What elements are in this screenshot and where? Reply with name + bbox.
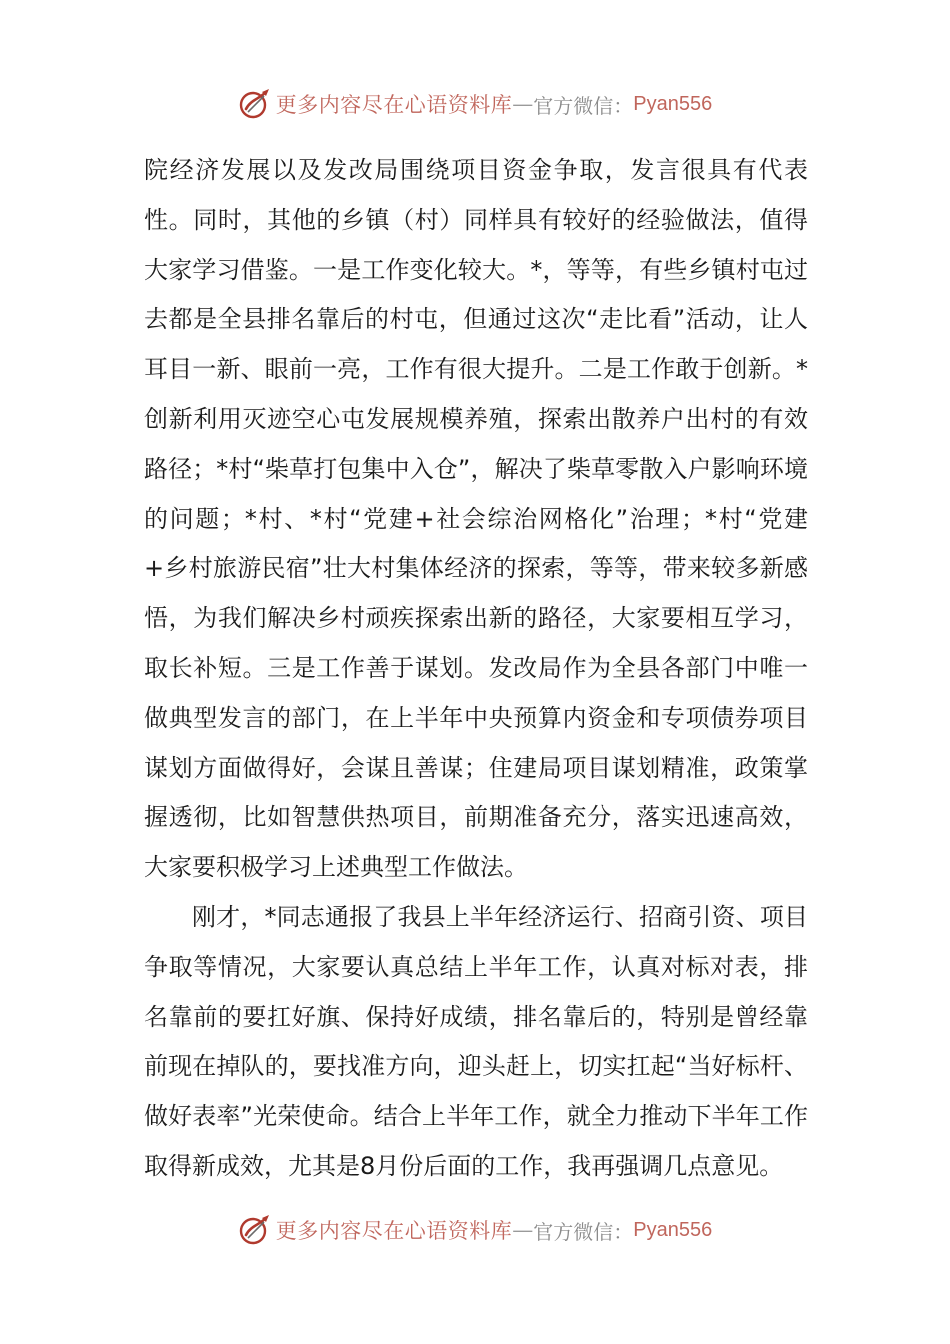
header-separator: — (512, 92, 534, 116)
footer-separator: — (512, 1218, 534, 1242)
footer-wechat-label: 官方微信： (533, 1219, 634, 1244)
header-wechat-label: 官方微信： (533, 93, 634, 118)
body-paragraph-1: 院经济发展以及发改局围绕项目资金争取，发言很具有代表性。同时，其他的乡镇（村）同样具有较好的经验做法，值得大家学习借鉴。一是工作变化较大。*，等等，有些乡镇村屯过去都是全县排名靠后的村屯，但通过这次“走比看”活动，让人耳目一新、眼前一亮，工作有很大提升。二是工作敢于创新。*创新利用灭迹空心屯发展规模养殖，探索出散养户出村的有效路径；*村“柴草打包集中入仓”，解决了柴草零散入户影响环境的问题；*村、*村“党建+社会综治网格化”治理；*村“党建+乡村旅游民宿”壮大村集体经济的探索，等等，带来较多新感悟，为我们解决乡村顽疾探索出新的路径，大家要相互学习，取长补短。三是工作善于谋划。发改局作为全县各部门中唯一做典型发言的部门，在上半年中央预算内资金和专项债券项目谋划方面做得好，会谋且善谋；住建局项目谋划精准，政策掌握透彻，比如智慧供热项目，前期准备充分，落实迅速高效，大家要积极学习上述典型工作做法。 (144, 156, 808, 882)
footer-wechat-id: Pyan556 (633, 1218, 713, 1241)
footer-banner (0, 1210, 950, 1250)
body-paragraph-2: 刚才，*同志通报了我县上半年经济运行、招商引资、项目争取等情况，大家要认真总结上半年工作，认真对标对表，排名靠前的要扛好旗、保持好成绩，排名靠后的，特别是曾经靠前现在掉队的，要找准方向，迎头赶上，切实扛起“当好标杆、做好表率”光荣使命。结合上半年工作，就全力推动下半年工作取得新成效，尤其是8月份后面的工作，我再强调几点意见。 (144, 902, 808, 1180)
brush-logo-icon (238, 87, 272, 121)
brush-logo-icon (238, 1213, 272, 1247)
footer-brand-text: 更多内容尽在心语资料库 (275, 1219, 513, 1243)
header-brand-text: 更多内容尽在心语资料库 (275, 93, 513, 117)
header-banner (0, 84, 950, 124)
document-body (144, 146, 808, 1192)
header-wechat-id: Pyan556 (633, 92, 713, 115)
